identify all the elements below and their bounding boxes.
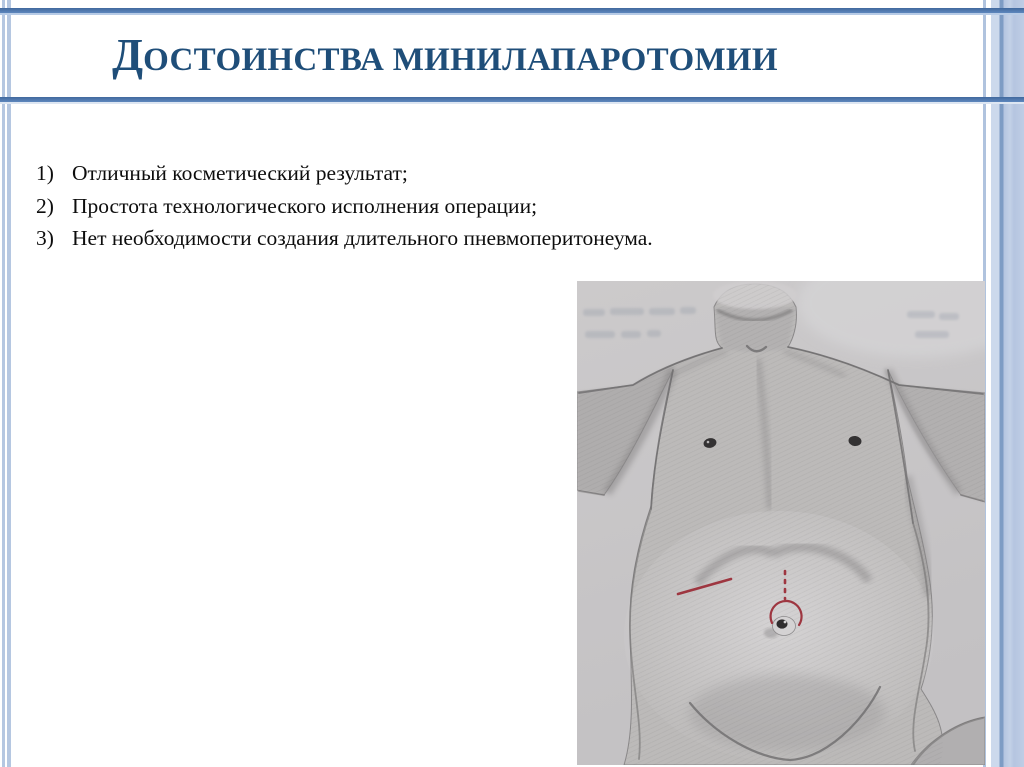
list-item — [36, 157, 816, 190]
top-rule — [0, 8, 1024, 15]
left-accent-stripe-inner — [7, 0, 11, 767]
title-rest: ОСТОИНСТВА МИНИЛАПАРОТОМИИ — [143, 42, 778, 78]
list-item-number: 1) — [36, 161, 54, 185]
left-accent-stripe-outer — [2, 0, 5, 767]
title-block — [0, 16, 890, 94]
list-item-text: Нет необходимости создания длительного пневмоперитонеума. — [72, 226, 653, 250]
title-bottom-rule — [0, 97, 1024, 104]
advantages-list — [36, 157, 816, 255]
list-item — [36, 222, 816, 255]
list-item-number: 2) — [36, 193, 54, 218]
list-item-text: Простота технологического исполнения операции; — [72, 193, 538, 218]
page-title — [112, 29, 778, 81]
torso-illustration — [577, 281, 985, 765]
torso-drawing — [577, 281, 985, 765]
list-item — [36, 190, 816, 223]
list-item-text: Отличный косметический результат; — [72, 161, 408, 185]
list-item-number: 3) — [36, 226, 54, 250]
right-accent-band — [991, 0, 1024, 767]
title-initial: Д — [112, 30, 144, 80]
